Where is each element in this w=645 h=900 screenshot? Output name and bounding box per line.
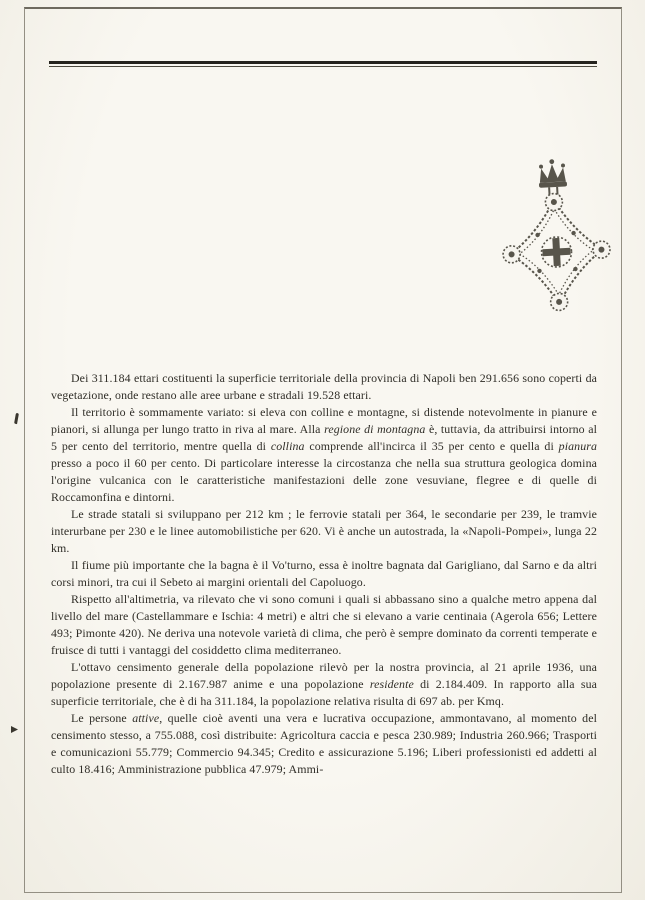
paragraph [51, 591, 597, 659]
paragraph [51, 659, 597, 710]
text-run: Le persone [71, 711, 133, 725]
text-run: Il territorio è sommamente variato: si eleva con colline e montagne, si distende notevolmente in pianure e pianori, si allunga per lungo tratto in riva al mare. Alla [51, 405, 597, 436]
paragraph [51, 404, 597, 506]
text-run: Rispetto all'altimetria, va rilevato che vi sono comuni i quali si abbassano sino a qualche metro appena dal livello del mare (Castellammare e Ischia: 4 metri) e altri che si elevano a varie centinaia (Agerola 656; Lettere 493; Pimonte 420). Ne deriva una notevole varietà di clima, che però è sempre dominato da correnti temperate e fruisce di tutti i vantaggi del cosiddetto clima mediterraneo. [51, 592, 597, 657]
italic-text-run: regione di montagna [324, 422, 426, 436]
paragraph [51, 557, 597, 591]
italic-text-run: attive [132, 711, 160, 725]
text-run: presso a poco il 60 per cento. Di particolare interesse la circostanza che nella sua struttura geologica domina l'origine vulcanica con le caratteristiche manifestazioni delle zone vesuviane, flegree e di quelle di Roccamonfina e dintorni. [51, 456, 597, 504]
italic-text-run: pianura [558, 439, 598, 453]
margin-ink-mark [11, 726, 18, 733]
paragraph [51, 370, 597, 404]
text-run: di 2.184.409. In rapporto alla sua superficie territoriale, che è di ha 311.184, la popolazione relativa risulta di 697 ab. per Kmq. [51, 677, 597, 708]
italic-text-run: collina [270, 439, 305, 453]
text-run: comprende all'incirca il 35 per cento e quella di [304, 439, 559, 453]
heraldic-stamp-icon [500, 152, 612, 314]
crown-icon [538, 158, 568, 197]
paragraph [51, 506, 597, 557]
text-run: Le strade statali si sviluppano per 212 km ; le ferrovie statali per 364, le secondarie per 239, le tramvie interurbane per 230 e le linee automobilistiche per 620. Vi è anche un autostrada, la «Napoli-Pompei», lunga 22 km. [51, 507, 597, 555]
text-block [51, 370, 597, 778]
text-run: , quelle cioè aventi una vera e lucrativa occupazione, ammontavano, al momento del censimento stesso, a 755.088, così distribuite: Agricoltura caccia e pesca 230.989; Industria 260.966; Trasporti e comunicazioni 55.779; Commercio 94.345; Credito e assicurazione 5.196; Liberi professionisti ed addetti al culto 18.416; Amministrazione pubblica 47.979; Ammi- [51, 711, 597, 776]
text-run: L'ottavo censimento generale della popolazione rilevò per la nostra provincia, al 21 aprile 1936, una popolazione presente di 2.167.987 anime e una popolazione [51, 660, 597, 691]
paragraph [51, 710, 597, 778]
margin-ink-mark [14, 413, 19, 424]
text-run: Dei 311.184 ettari costituenti la superficie territoriale della provincia di Napoli ben 291.656 sono coperti da vegetazione, onde restano alle aree urbane e stradali 19.528 ettari. [51, 371, 597, 402]
italic-text-run: residente [369, 677, 414, 691]
text-run: Il fiume più importante che la bagna è il Vo'turno, essa è inoltre bagnata dal Garigliano, dal Sarno e da altri corsi minori, tra cui il Sebeto ai margini orientali del Capoluogo. [51, 558, 597, 589]
header-double-rule [49, 61, 597, 67]
text-run: è, tuttavia, da attribuirsi intorno al 5 per cento del territorio, mentre quella di [51, 422, 597, 453]
